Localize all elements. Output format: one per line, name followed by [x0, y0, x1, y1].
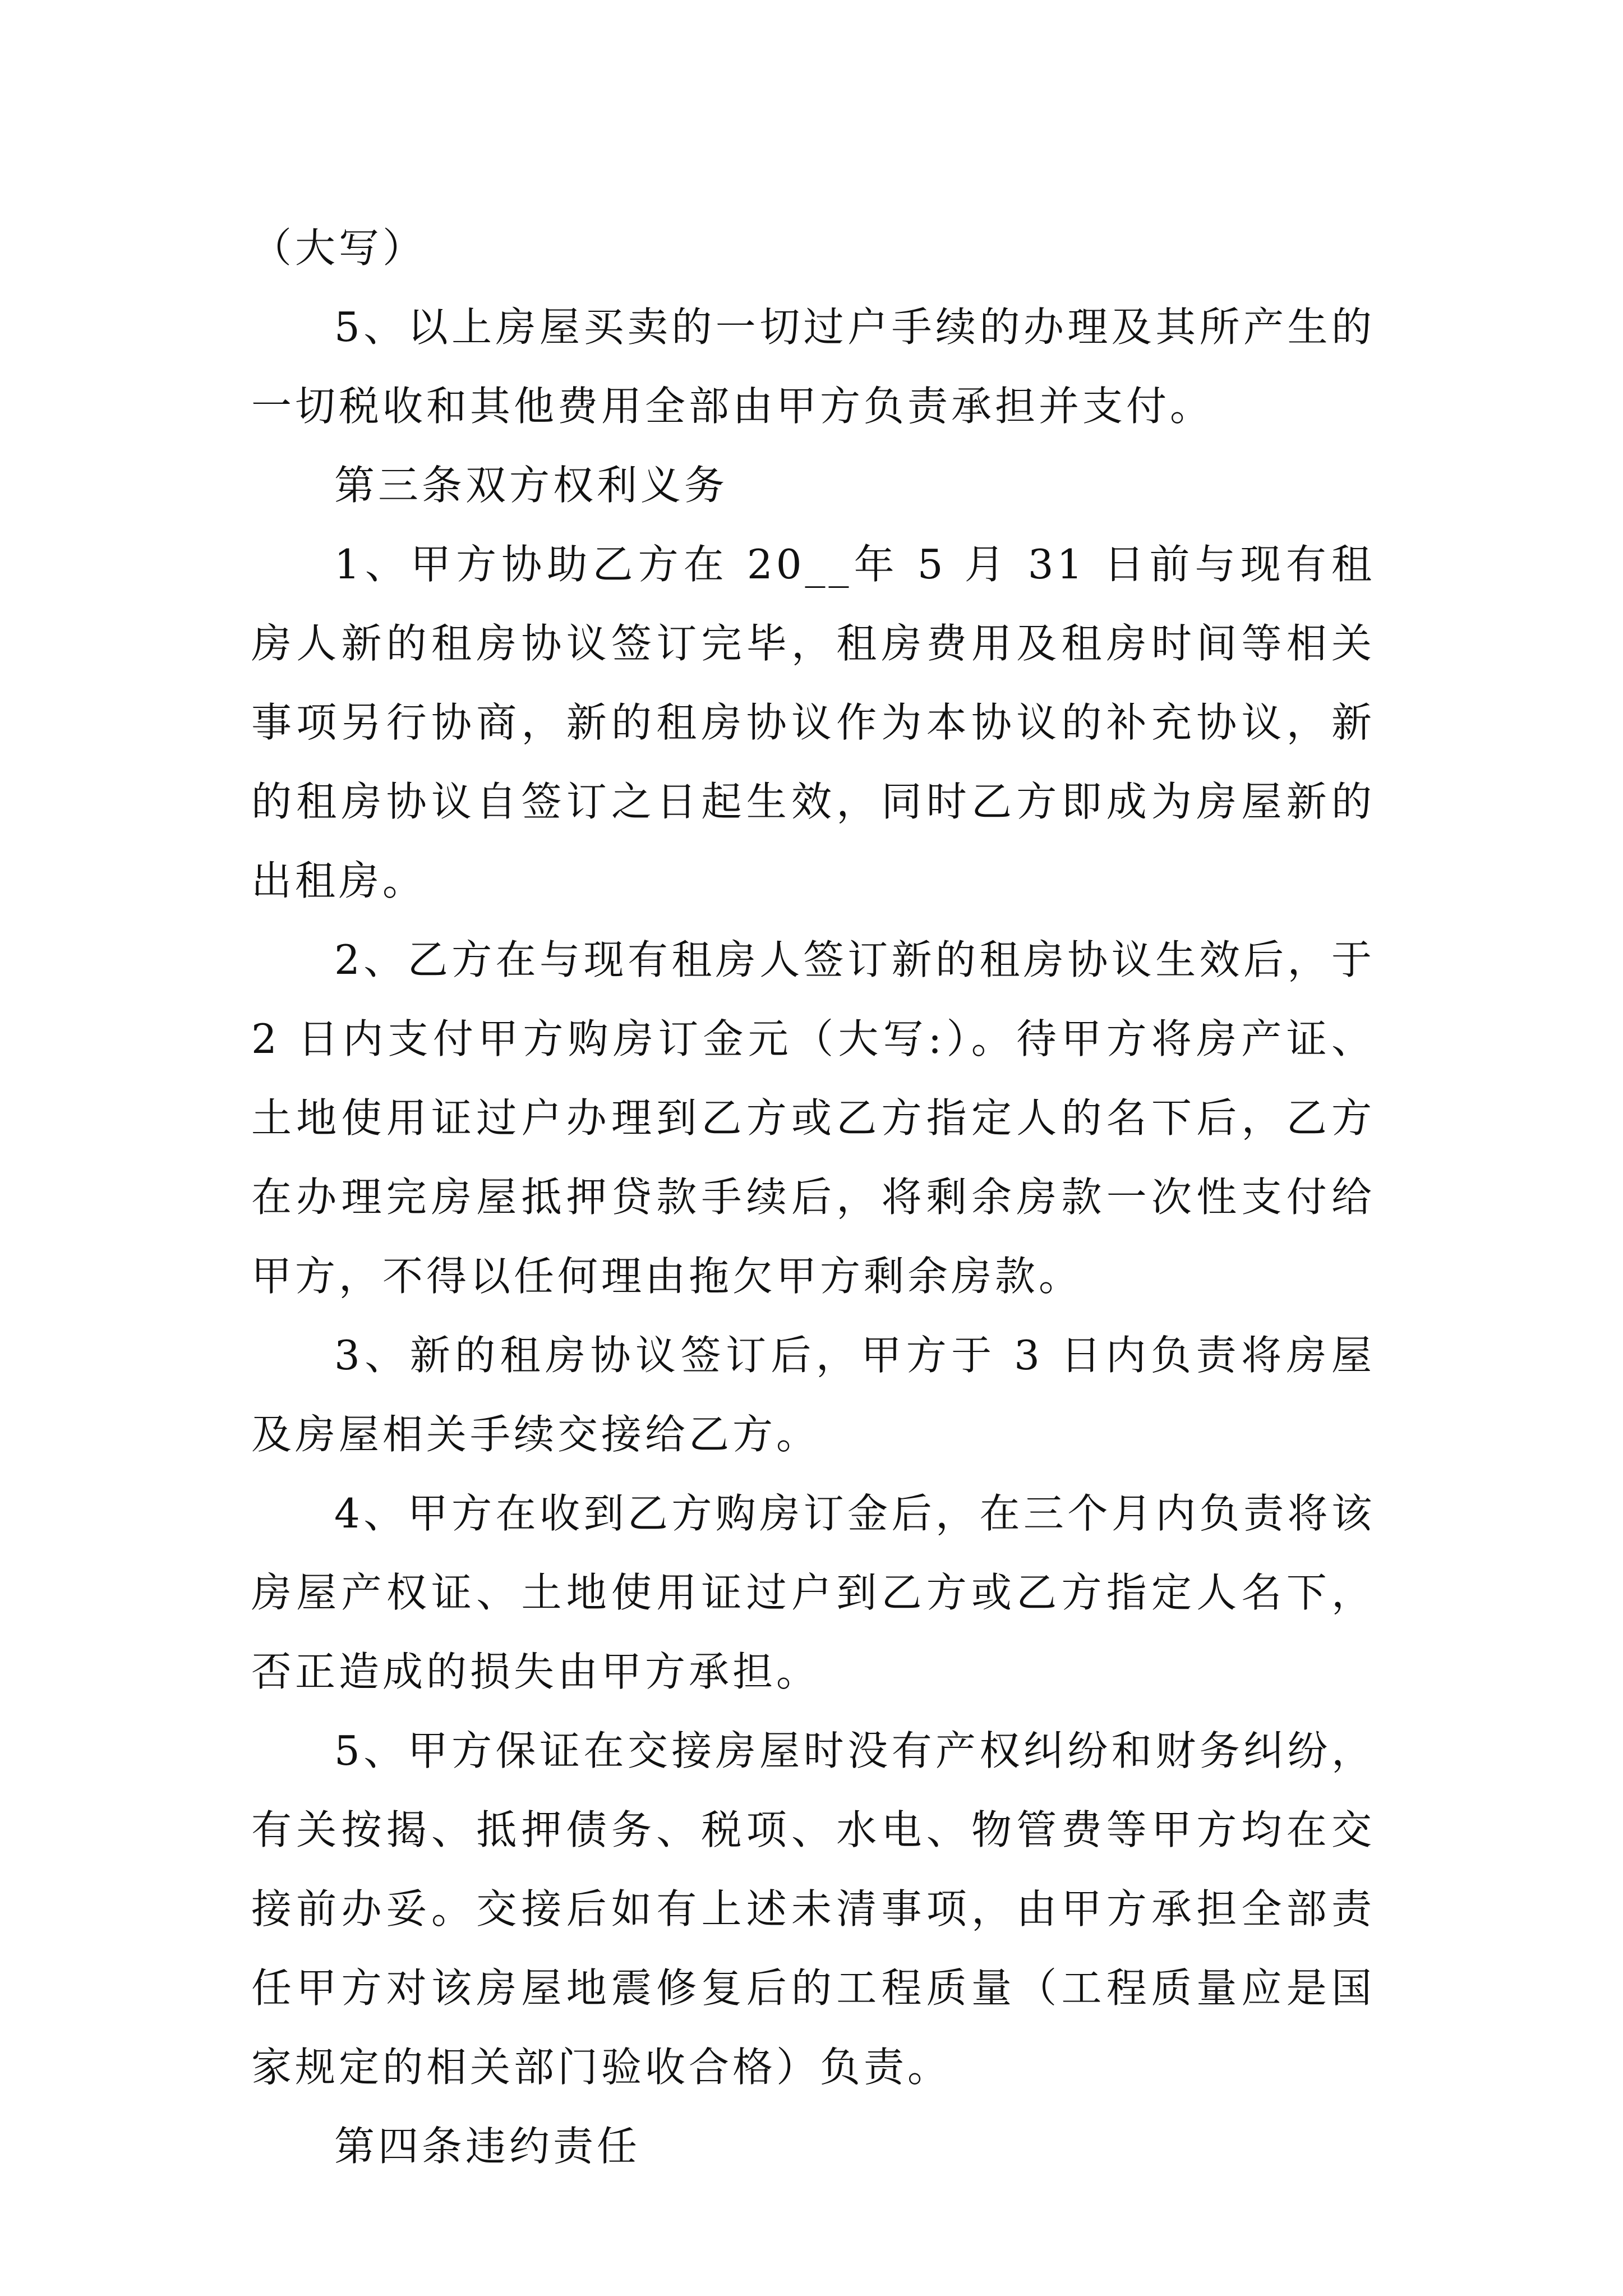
paragraph-clause-1: 1、甲方协助乙方在 20__年 5 月 31 日前与现有租房人新的租房协议签订完毕，租房费用及租房时间等相关事项另行协商，新的租房协议作为本协议的补充协议，新的租房协议自签订之日起生效，同时乙方即成为房屋新的出租房。 — [251, 541, 1375, 904]
document-body — [251, 209, 1375, 2186]
paragraph-clause-2: 2、乙方在与现有租房人签订新的租房协议生效后，于 2 日内支付甲方购房订金元（大写:）。待甲方将房产证、土地使用证过户办理到乙方或乙方指定人的名下后，乙方在办理完房屋抵押贷款手续后，将剩余房款一次性支付给甲方，不得以任何理由拖欠甲方剩余房款。 — [251, 936, 1375, 1300]
paragraph-clause-4: 4、甲方在收到乙方购房订金后，在三个月内负责将该房屋产权证、土地使用证过户到乙方或乙方指定人名下，否正造成的损失由甲方承担。 — [251, 1490, 1375, 1695]
paragraph-transfer-fees: 5、以上房屋买卖的一切过户手续的办理及其所产生的一切税收和其他费用全部由甲方负责承担并支付。 — [251, 303, 1375, 430]
section-heading-rights-obligations: 第三条双方权利义务 — [334, 462, 728, 509]
section-heading-liability: 第四条违约责任 — [334, 2123, 641, 2170]
paragraph-amount-in-words: （大写） — [251, 224, 427, 272]
paragraph-clause-3: 3、新的租房协议签订后，甲方于 3 日内负责将房屋及房屋相关手续交接给乙方。 — [251, 1332, 1375, 1458]
paragraph-clause-5: 5、甲方保证在交接房屋时没有产权纠纷和财务纠纷，有关按揭、抵押债务、税项、水电、物管费等甲方均在交接前办妥。交接后如有上述未清事项，由甲方承担全部责任甲方对该房屋地震修复后的工程质量（工程质量应是国家规定的相关部门验收合格）负责。 — [251, 1727, 1375, 2091]
